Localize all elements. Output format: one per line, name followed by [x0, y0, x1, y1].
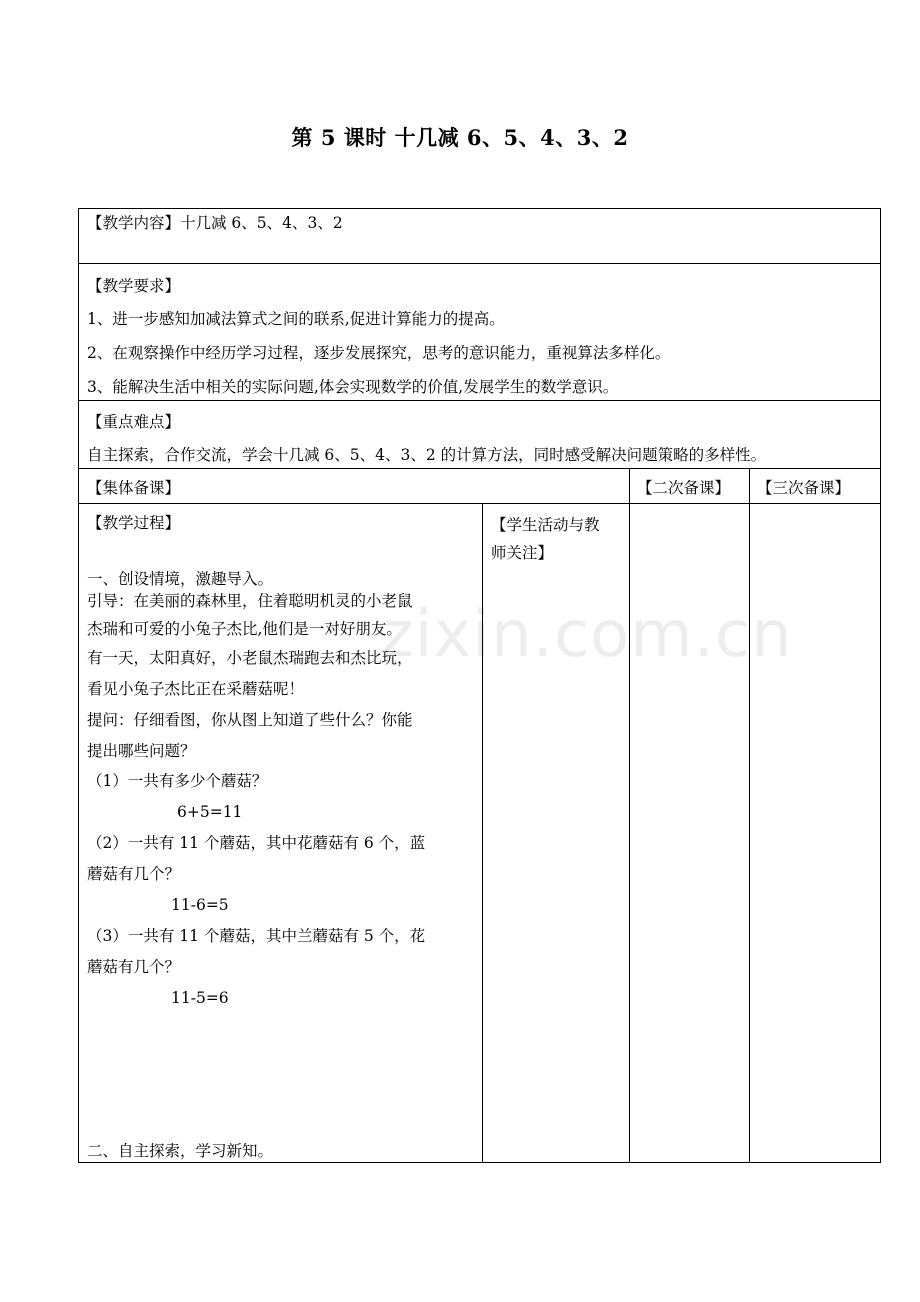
- collective-header: 【集体备课】: [87, 479, 181, 497]
- process-line: 杰瑞和可爱的小兔子杰比,他们是一对好朋友。: [87, 620, 402, 638]
- process-equation: 6+5=11: [177, 803, 243, 821]
- lesson-plan-table: [78, 208, 881, 1163]
- requirement-item: 2、在观察操作中经历学习过程，逐步发展探究，思考的意识能力，重视算法多样化。: [87, 344, 671, 362]
- key-points-text: 自主探索，合作交流，学会十几减 6、5、4、3、2 的计算方法，同时感受解决问题策略的多样性。: [87, 446, 767, 464]
- process-line: 提问：仔细看图，你从图上知道了些什么？你能: [87, 711, 413, 729]
- key-points-label: 【重点难点】: [87, 413, 181, 431]
- process-line: 蘑菇有几个？: [87, 865, 181, 883]
- column-divider: [629, 468, 630, 1163]
- row-divider: [79, 263, 880, 264]
- third-header: 【三次备课】: [757, 479, 851, 497]
- requirements-label: 【教学要求】: [87, 277, 181, 295]
- second-header: 【二次备课】: [637, 479, 731, 497]
- process-label: 【教学过程】: [87, 514, 181, 532]
- process-line: 蘑菇有几个？: [87, 958, 181, 976]
- process-line: （3）一共有 11 个蘑菇，其中兰蘑菇有 5 个，花: [87, 927, 426, 945]
- process-line: 一、创设情境，激趣导入。: [87, 570, 274, 588]
- student-activity-label: 师关注】: [491, 544, 554, 562]
- process-line: 看见小兔子杰比正在采蘑菇呢！: [87, 680, 305, 698]
- content-label: 【教学内容】十几减 6、5、4、3、2: [87, 214, 343, 232]
- process-line: 有一天，太阳真好，小老鼠杰瑞跑去和杰比玩，: [87, 649, 413, 667]
- process-line: 引导：在美丽的森林里，住着聪明机灵的小老鼠: [87, 592, 413, 610]
- row-divider: [79, 400, 880, 401]
- process-line: 提出哪些问题？: [87, 742, 196, 760]
- process-line: （2）一共有 11 个蘑菇，其中花蘑菇有 6 个，蓝: [87, 834, 426, 852]
- row-divider: [79, 503, 880, 504]
- process-line: （1）一共有多少个蘑菇？: [87, 772, 268, 790]
- process-equation: 11-5=6: [171, 989, 229, 1007]
- process-equation: 11-6=5: [171, 896, 229, 914]
- requirement-item: 1、进一步感知加减法算式之间的联系,促进计算能力的提高。: [87, 310, 505, 328]
- watermark: zixin.com.cn: [380, 598, 793, 672]
- page-title: 第 5 课时 十几减 6、5、4、3、2: [291, 125, 629, 150]
- column-divider: [749, 468, 750, 1163]
- requirement-item: 3、能解决生活中相关的实际问题,体会实现数学的价值,发展学生的数学意识。: [87, 378, 619, 396]
- student-activity-label: 【学生活动与教: [491, 516, 600, 534]
- row-divider: [79, 468, 880, 469]
- process-line: 二、自主探索，学习新知。: [87, 1142, 274, 1160]
